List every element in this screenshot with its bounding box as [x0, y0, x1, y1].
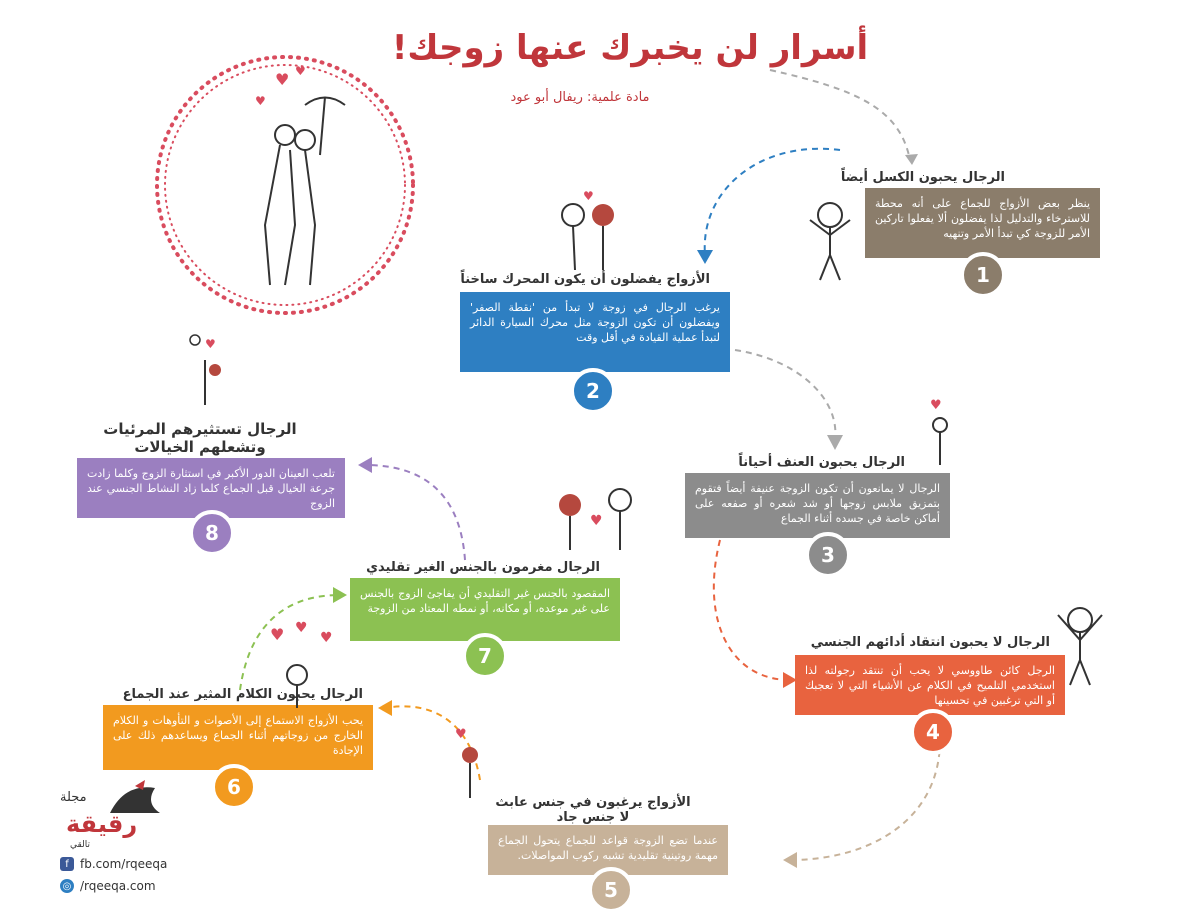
- tip-card-8-heading: الرجال تستثيرهم المرئيات وتشعلهم الخيالات: [103, 420, 297, 456]
- tip-card-7-heading: الرجال مغرمون بالجنس الغير تقليدي: [366, 560, 600, 575]
- website-url: /rqeeqa.com: [80, 879, 156, 893]
- tip-card-1: [840, 170, 1100, 287]
- tip-card-1-body: ينظر بعض الأزواج للجماع على أنه محطة للاسترخاء والتدليل لذا يفضلون ألا يفعلوا تاركين الأمر للزوجة كي تبدأ الأمر وتنهيه: [875, 197, 1090, 240]
- tip-card-4: [795, 635, 1065, 744]
- tip-card-7-body: المقصود بالجنس غير التقليدي أن يفاجئ الزوج بالجنس على غير موعده، أو مكانه، أو نمطه المعتاد من الزوجة: [360, 587, 610, 615]
- tip-card-5-heading: الأزواج يرغبون في جنس عابث لا جنس جاد: [495, 795, 691, 825]
- svg-text:♥: ♥: [455, 727, 467, 742]
- tip-card-4-body: الرجل كائن طاووسي لا يحب أن تنتقد رجولته لذا استخدمي التلميح في الكلام عن الأشياء التي لا تعجبك أو التي ترغبين في تحسينها: [805, 664, 1055, 707]
- tip-card-8-number: 8: [189, 510, 235, 556]
- tip-card-6: [103, 687, 373, 799]
- tip-card-7: [350, 560, 620, 668]
- facebook-icon: f: [60, 857, 74, 871]
- facebook-url: fb.com/rqeeqa: [80, 857, 168, 871]
- logo-name: رقيقة: [66, 810, 138, 838]
- page-title: أسرار لن يخبرك عنها زوجك!: [391, 28, 869, 68]
- tip-card-2-number: 2: [570, 368, 616, 414]
- tip-card-8: [77, 420, 345, 545]
- author-credit: مادة علمية: ريفال أبو عود: [510, 90, 650, 105]
- svg-text:♥: ♥: [320, 630, 333, 646]
- tip-card-3-body: الرجال لا يمانعون أن تكون الزوجة عنيفة أيضاً فتقوم بتمزيق ملابس زوجها أو شد شعره أو صفعه على أماكن خاصة في جسده أثناء الجماع: [695, 482, 940, 525]
- hearts-stick-figure: [265, 620, 345, 710]
- couple-illustration: [145, 45, 425, 325]
- logo-tagline: تالقي: [70, 840, 91, 850]
- svg-text:♥: ♥: [583, 190, 594, 203]
- tip-card-2: [460, 272, 730, 403]
- tip-card-5-body: عندما تضع الزوجة قواعد للجماع يتحول الجماع مهمة روتينية تقليدية تشبه ركوب المواصلات.: [498, 834, 718, 862]
- svg-text:♥: ♥: [255, 94, 266, 108]
- stick-figure-1: [800, 195, 860, 285]
- svg-text:♥: ♥: [205, 337, 216, 351]
- sad-stick-figure: [1050, 600, 1110, 690]
- playful-couple-illustration: [540, 480, 650, 570]
- svg-text:♥: ♥: [295, 620, 308, 636]
- tip-card-8-body: تلعب العينان الدور الأكبر في استثارة الزوج وكلما زادت جرعة الخيال قبل الجماع كلما زاد النشاط الجنسي عند الزوج: [87, 467, 335, 510]
- tip-card-6-heading: الرجال يحبون الكلام المثير عند الجماع: [122, 687, 363, 702]
- svg-text:♥: ♥: [275, 70, 290, 89]
- facebook-link[interactable]: [60, 857, 167, 871]
- tip-card-1-number: 1: [960, 252, 1006, 298]
- tip-card-6-body: يحب الأزواج الاستماع إلى الأصوات و التأوهات و الكلام الخارج من زوجاتهم أثناء الجماع ويساعدهم ذلك على الإجادة: [113, 714, 363, 757]
- tip-card-2-body: يرغب الرجال في زوجة لا تبدأ من 'نقطة الصفر' ويفضلون أن تكون الزوجة مثل محرك السيارة الدائر لتبدأ عملية القيادة في أقل وقت: [470, 301, 720, 344]
- balloon-couple-illustration: [185, 330, 235, 410]
- kissing-couple-illustration: [545, 190, 635, 280]
- tip-card-3-heading: الرجال يحبون العنف أحياناً: [738, 455, 905, 470]
- tip-card-5: [488, 795, 728, 902]
- carrying-couple-illustration: [440, 720, 510, 800]
- tip-card-7-number: 7: [462, 633, 508, 679]
- logo-magazine-label: مجلة: [60, 790, 87, 805]
- tip-card-3-number: 3: [805, 532, 851, 578]
- tip-card-4-number: 4: [910, 709, 956, 755]
- svg-text:♥: ♥: [270, 625, 285, 644]
- svg-text:♥: ♥: [295, 64, 306, 78]
- tip-card-4-heading: الرجال لا يحبون انتقاد أدائهم الجنسي: [810, 635, 1050, 650]
- embracing-couple-illustration: [915, 395, 965, 470]
- svg-text:♥: ♥: [590, 513, 603, 529]
- tip-card-2-heading: الأزواج يفضلون أن يكون المحرك ساخناً: [460, 272, 710, 287]
- globe-icon: ◎: [60, 879, 74, 893]
- website-link[interactable]: [60, 879, 156, 893]
- tip-card-3: [685, 455, 950, 567]
- svg-text:♥: ♥: [930, 398, 942, 413]
- tip-card-5-number: 5: [588, 867, 634, 913]
- tip-card-1-heading: الرجال يحبون الكسل أيضاً: [840, 170, 1005, 185]
- tip-card-6-number: 6: [211, 764, 257, 810]
